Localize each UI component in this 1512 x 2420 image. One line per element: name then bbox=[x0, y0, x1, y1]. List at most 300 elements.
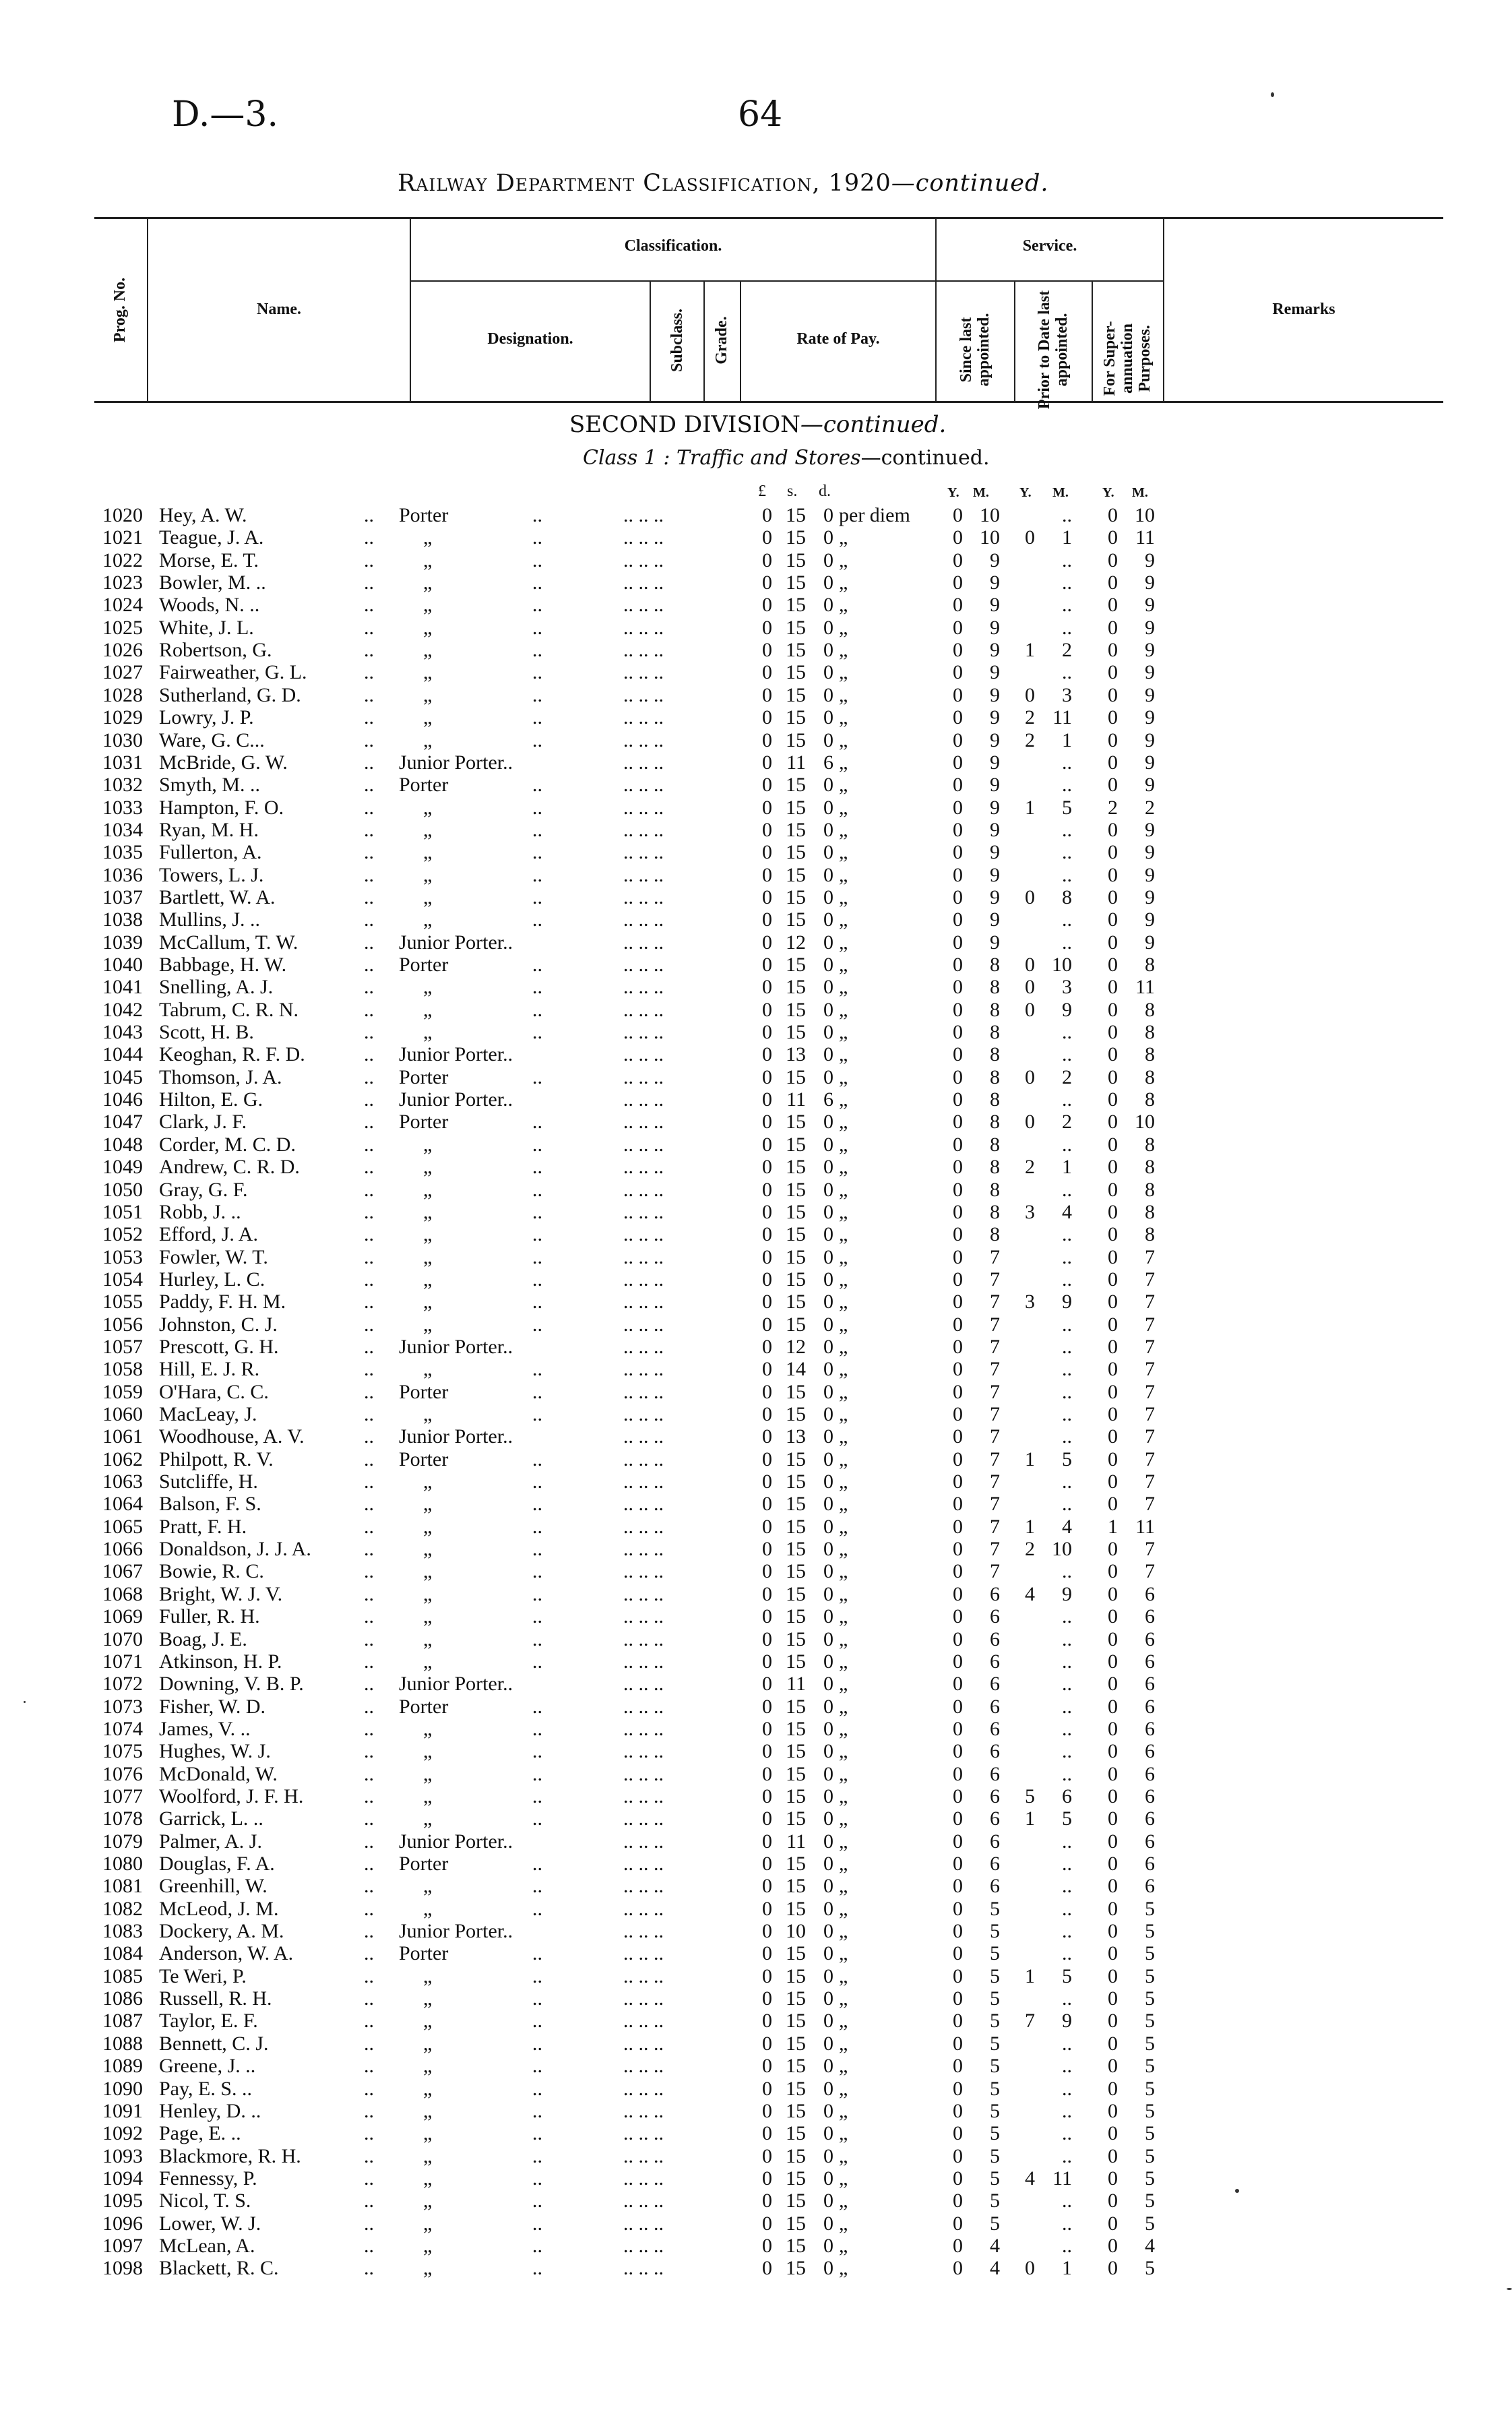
cell-pay-shillings: 15 bbox=[786, 1291, 806, 1313]
cell-pay-pence: 0 bbox=[823, 1313, 833, 1336]
dot-leader: .. bbox=[532, 1111, 542, 1134]
cell-since-years: 0 bbox=[953, 616, 963, 639]
dot-leader: .. bbox=[364, 908, 374, 931]
cell-super-months: 7 bbox=[1145, 1380, 1155, 1403]
cell-since-years: 0 bbox=[953, 1582, 963, 1605]
cell-name: Hilton, E. G. bbox=[159, 1088, 263, 1111]
cell-super-months: 2 bbox=[1145, 796, 1155, 819]
dot-leader: .. .. .. bbox=[623, 1785, 664, 1807]
cell-pay-shillings: 15 bbox=[786, 998, 806, 1021]
cell-pay-shillings: 15 bbox=[786, 1853, 806, 1875]
title-main: Railway Department Classification, 1920 bbox=[398, 170, 891, 197]
cell-super-years: 0 bbox=[1108, 1853, 1118, 1875]
dot-leader: .. .. .. bbox=[623, 1830, 664, 1853]
cell-since-years: 0 bbox=[953, 998, 963, 1021]
cell-pay-pounds: 0 bbox=[762, 751, 772, 774]
cell-prog-no: 1097 bbox=[102, 2234, 143, 2257]
cell-since-months: 9 bbox=[990, 751, 1000, 774]
cell-super-years: 0 bbox=[1108, 751, 1118, 774]
cell-prior-months: .. bbox=[1062, 1942, 1072, 1965]
dot-leader: .. .. .. bbox=[623, 1156, 664, 1179]
cell-super-months: 7 bbox=[1145, 1425, 1155, 1448]
cell-super-years: 0 bbox=[1108, 594, 1118, 617]
col-divider bbox=[703, 280, 705, 402]
dot-leader: .. bbox=[532, 1875, 542, 1898]
dot-leader: .. bbox=[532, 774, 542, 797]
cell-since-months: 8 bbox=[990, 1111, 1000, 1134]
cell-pay-shillings: 15 bbox=[786, 2234, 806, 2257]
cell-pay-period: „ bbox=[839, 2190, 848, 2212]
cell-pay-pence: 0 bbox=[823, 1627, 833, 1650]
cell-prior-months: .. bbox=[1062, 1695, 1072, 1718]
cell-prior-months: .. bbox=[1062, 1717, 1072, 1740]
cell-since-months: 6 bbox=[990, 1582, 1000, 1605]
cell-prog-no: 1089 bbox=[102, 2055, 143, 2078]
cell-pay-shillings: 15 bbox=[786, 526, 806, 549]
dot-leader: .. bbox=[532, 1897, 542, 1920]
cell-pay-shillings: 15 bbox=[786, 2032, 806, 2055]
cell-pay-pounds: 0 bbox=[762, 1200, 772, 1223]
dot-leader: .. .. .. bbox=[623, 1695, 664, 1718]
cell-prior-months: 1 bbox=[1062, 728, 1072, 751]
dot-leader: .. .. .. bbox=[623, 1403, 664, 1425]
cell-designation: „ bbox=[423, 1268, 433, 1291]
cell-prog-no: 1045 bbox=[102, 1065, 143, 1088]
cell-designation: „ bbox=[423, 886, 433, 908]
cell-super-years: 0 bbox=[1108, 1358, 1118, 1381]
table-row bbox=[0, 1650, 1512, 1673]
cell-name: Hurley, L. C. bbox=[159, 1268, 265, 1291]
cell-since-months: 9 bbox=[990, 639, 1000, 662]
cell-pay-pounds: 0 bbox=[762, 504, 772, 526]
table-row bbox=[0, 999, 1512, 1021]
cell-super-months: 5 bbox=[1145, 1964, 1155, 1987]
cell-since-months: 6 bbox=[990, 1650, 1000, 1673]
dot-leader: .. bbox=[532, 594, 542, 617]
cell-since-months: 9 bbox=[990, 841, 1000, 864]
cell-pay-shillings: 15 bbox=[786, 1111, 806, 1134]
table-row bbox=[0, 1223, 1512, 1245]
cell-pay-shillings: 12 bbox=[786, 931, 806, 954]
cell-pay-shillings: 15 bbox=[786, 1156, 806, 1179]
cell-pay-pence: 0 bbox=[823, 774, 833, 797]
dot-leader: .. bbox=[364, 998, 374, 1021]
cell-since-years: 0 bbox=[953, 1897, 963, 1920]
dot-leader: .. bbox=[532, 1470, 542, 1493]
dot-leader: .. bbox=[364, 2032, 374, 2055]
cell-designation: „ bbox=[423, 1964, 433, 1987]
cell-super-months: 7 bbox=[1145, 1470, 1155, 1493]
dot-leader: .. bbox=[532, 998, 542, 1021]
cell-since-months: 7 bbox=[990, 1291, 1000, 1313]
cell-super-months: 9 bbox=[1145, 594, 1155, 617]
cell-prog-no: 1020 bbox=[102, 504, 143, 526]
cell-designation: „ bbox=[423, 1762, 433, 1785]
cell-pay-shillings: 15 bbox=[786, 571, 806, 594]
dot-leader: .. .. .. bbox=[623, 1245, 664, 1268]
cell-since-years: 0 bbox=[953, 1223, 963, 1246]
cell-name: Scott, H. B. bbox=[159, 1021, 254, 1044]
dot-leader: .. .. .. bbox=[623, 1897, 664, 1920]
cell-designation: „ bbox=[423, 1178, 433, 1201]
cell-pay-period: per diem bbox=[839, 504, 910, 526]
cell-since-months: 6 bbox=[990, 1807, 1000, 1830]
table-row bbox=[0, 819, 1512, 841]
cell-since-years: 0 bbox=[953, 1987, 963, 2010]
dot-leader: .. .. .. bbox=[623, 728, 664, 751]
cell-designation: „ bbox=[423, 571, 433, 594]
cell-pay-period: „ bbox=[839, 1853, 848, 1875]
cell-designation: „ bbox=[423, 863, 433, 886]
cell-pay-pence: 0 bbox=[823, 1582, 833, 1605]
cell-prior-months: 2 bbox=[1062, 1111, 1072, 1134]
cell-prog-no: 1044 bbox=[102, 1043, 143, 1066]
dot-leader: .. bbox=[532, 1380, 542, 1403]
dot-leader: .. bbox=[532, 1223, 542, 1246]
cell-designation: „ bbox=[423, 818, 433, 841]
cell-prog-no: 1053 bbox=[102, 1245, 143, 1268]
dot-leader: .. bbox=[532, 1156, 542, 1179]
cell-pay-period: „ bbox=[839, 1515, 848, 1538]
cell-super-months: 7 bbox=[1145, 1268, 1155, 1291]
col-header-classification: Classification. bbox=[624, 237, 722, 255]
table-row bbox=[0, 908, 1512, 931]
cell-since-months: 10 bbox=[980, 504, 1000, 526]
cell-super-years: 0 bbox=[1108, 1111, 1118, 1134]
table-row bbox=[0, 1965, 1512, 1987]
cell-super-years: 0 bbox=[1108, 661, 1118, 684]
cell-pay-pounds: 0 bbox=[762, 908, 772, 931]
cell-pay-period: „ bbox=[839, 796, 848, 819]
cell-since-months: 5 bbox=[990, 2099, 1000, 2122]
cell-prog-no: 1067 bbox=[102, 1560, 143, 1583]
cell-prog-no: 1060 bbox=[102, 1403, 143, 1425]
cell-prior-months: .. bbox=[1062, 1133, 1072, 1156]
cell-prog-no: 1073 bbox=[102, 1695, 143, 1718]
cell-pay-period: „ bbox=[839, 841, 848, 864]
cell-super-months: 8 bbox=[1145, 1200, 1155, 1223]
cell-since-years: 0 bbox=[953, 2010, 963, 2033]
cell-pay-pounds: 0 bbox=[762, 1178, 772, 1201]
cell-designation: „ bbox=[423, 1291, 433, 1313]
cell-since-years: 0 bbox=[953, 908, 963, 931]
dot-leader: .. .. .. bbox=[623, 1560, 664, 1583]
table-row bbox=[0, 1696, 1512, 1718]
header-rule-top bbox=[94, 217, 1443, 219]
cell-super-months: 8 bbox=[1145, 998, 1155, 1021]
cell-since-years: 0 bbox=[953, 954, 963, 976]
dot-leader: .. bbox=[364, 706, 374, 729]
dot-leader: .. bbox=[364, 1875, 374, 1898]
dot-leader: .. .. .. bbox=[623, 1807, 664, 1830]
cell-prior-months: 9 bbox=[1062, 1582, 1072, 1605]
dot-leader: .. .. .. bbox=[623, 751, 664, 774]
cell-super-months: 10 bbox=[1135, 504, 1155, 526]
table-row bbox=[0, 1628, 1512, 1650]
cell-since-years: 0 bbox=[953, 1403, 963, 1425]
table-row bbox=[0, 797, 1512, 819]
dot-leader: .. bbox=[532, 549, 542, 571]
dot-leader: .. .. .. bbox=[623, 1493, 664, 1516]
cell-since-years: 0 bbox=[953, 1088, 963, 1111]
unit-months-prior: M. bbox=[1052, 485, 1069, 500]
cell-pay-shillings: 15 bbox=[786, 796, 806, 819]
cell-name: Woodhouse, A. V. bbox=[159, 1425, 305, 1448]
scan-speck bbox=[1507, 2288, 1512, 2290]
cell-pay-pence: 0 bbox=[823, 886, 833, 908]
cell-name: White, J. L. bbox=[159, 616, 254, 639]
cell-prior-months: .. bbox=[1062, 2234, 1072, 2257]
cell-designation: „ bbox=[423, 908, 433, 931]
cell-super-months: 10 bbox=[1135, 1111, 1155, 1134]
cell-since-years: 0 bbox=[953, 1560, 963, 1583]
cell-pay-pence: 0 bbox=[823, 1673, 833, 1696]
cell-prog-no: 1085 bbox=[102, 1964, 143, 1987]
cell-pay-pounds: 0 bbox=[762, 2099, 772, 2122]
dot-leader: .. .. .. bbox=[623, 1065, 664, 1088]
cell-prog-no: 1075 bbox=[102, 1740, 143, 1763]
scan-speck bbox=[1235, 2189, 1239, 2193]
cell-prog-no: 1094 bbox=[102, 2167, 143, 2190]
cell-since-months: 10 bbox=[980, 526, 1000, 549]
table-row bbox=[0, 2010, 1512, 2032]
cell-pay-shillings: 15 bbox=[786, 1538, 806, 1561]
cell-pay-period: „ bbox=[839, 1268, 848, 1291]
cell-super-months: 9 bbox=[1145, 751, 1155, 774]
cell-pay-pence: 0 bbox=[823, 1425, 833, 1448]
cell-super-months: 7 bbox=[1145, 1358, 1155, 1381]
cell-pay-period: „ bbox=[839, 549, 848, 571]
dot-leader: .. bbox=[532, 661, 542, 684]
cell-prog-no: 1083 bbox=[102, 1920, 143, 1943]
cell-pay-shillings: 15 bbox=[786, 1964, 806, 1987]
cell-since-months: 6 bbox=[990, 1875, 1000, 1898]
cell-pay-period: „ bbox=[839, 1043, 848, 1066]
cell-pay-pence: 6 bbox=[823, 751, 833, 774]
cell-pay-shillings: 15 bbox=[786, 661, 806, 684]
cell-designation: „ bbox=[423, 639, 433, 662]
table-row bbox=[0, 1313, 1512, 1336]
cell-name: Bennett, C. J. bbox=[159, 2032, 269, 2055]
cell-pay-pence: 0 bbox=[823, 1987, 833, 2010]
table-row bbox=[0, 1830, 1512, 1853]
dot-leader: .. .. .. bbox=[623, 2144, 664, 2167]
cell-pay-shillings: 11 bbox=[786, 1673, 806, 1696]
cell-super-years: 0 bbox=[1108, 1021, 1118, 1044]
dot-leader: .. bbox=[364, 886, 374, 908]
cell-prior-years: 1 bbox=[1025, 1964, 1035, 1987]
dot-leader: .. .. .. bbox=[623, 1425, 664, 1448]
dot-leader: .. .. .. bbox=[623, 1133, 664, 1156]
cell-designation: „ bbox=[423, 1627, 433, 1650]
cell-pay-pence: 0 bbox=[823, 706, 833, 729]
cell-super-years: 0 bbox=[1108, 1291, 1118, 1313]
cell-super-months: 8 bbox=[1145, 1021, 1155, 1044]
table-row bbox=[0, 2257, 1512, 2279]
cell-pay-pence: 0 bbox=[823, 2167, 833, 2190]
cell-since-months: 9 bbox=[990, 931, 1000, 954]
cell-super-years: 0 bbox=[1108, 526, 1118, 549]
col-divider bbox=[1092, 280, 1093, 402]
table-row bbox=[0, 1134, 1512, 1156]
cell-super-years: 0 bbox=[1108, 1987, 1118, 2010]
cell-name: McLean, A. bbox=[159, 2234, 255, 2257]
cell-since-years: 0 bbox=[953, 1021, 963, 1044]
table-row bbox=[0, 1807, 1512, 1830]
cell-super-years: 0 bbox=[1108, 1942, 1118, 1965]
cell-pay-pounds: 0 bbox=[762, 1088, 772, 1111]
cell-designation: „ bbox=[423, 1403, 433, 1425]
cell-since-years: 0 bbox=[953, 841, 963, 864]
cell-super-months: 6 bbox=[1145, 1695, 1155, 1718]
dot-leader: .. bbox=[364, 1650, 374, 1673]
dot-leader: .. bbox=[364, 1627, 374, 1650]
cell-pay-period: „ bbox=[839, 1088, 848, 1111]
cell-pay-shillings: 15 bbox=[786, 1380, 806, 1403]
cell-prog-no: 1078 bbox=[102, 1807, 143, 1830]
cell-pay-period: „ bbox=[839, 1403, 848, 1425]
dot-leader: .. bbox=[364, 1673, 374, 1696]
cell-name: Smyth, M. .. bbox=[159, 774, 261, 797]
cell-prog-no: 1049 bbox=[102, 1156, 143, 1179]
cell-since-years: 0 bbox=[953, 1920, 963, 1943]
cell-since-years: 0 bbox=[953, 1133, 963, 1156]
dot-leader: .. bbox=[532, 2099, 542, 2122]
dot-leader: .. bbox=[532, 863, 542, 886]
cell-super-months: 8 bbox=[1145, 1178, 1155, 1201]
cell-pay-pounds: 0 bbox=[762, 1493, 772, 1516]
cell-pay-pence: 0 bbox=[823, 1493, 833, 1516]
dot-leader: .. .. .. bbox=[623, 1673, 664, 1696]
cell-name: Taylor, E. F. bbox=[159, 2010, 258, 2033]
cell-pay-shillings: 15 bbox=[786, 1470, 806, 1493]
cell-super-months: 5 bbox=[1145, 2212, 1155, 2235]
table-row bbox=[0, 729, 1512, 751]
cell-since-years: 0 bbox=[953, 1853, 963, 1875]
cell-super-months: 7 bbox=[1145, 1538, 1155, 1561]
dot-leader: .. bbox=[532, 2010, 542, 2033]
cell-name: Boag, J. E. bbox=[159, 1627, 247, 1650]
cell-super-years: 0 bbox=[1108, 863, 1118, 886]
dot-leader: .. bbox=[364, 2055, 374, 2078]
cell-pay-pence: 0 bbox=[823, 1964, 833, 1987]
dot-leader: .. bbox=[364, 2190, 374, 2212]
cell-pay-period: „ bbox=[839, 639, 848, 662]
cell-prior-years: 2 bbox=[1025, 706, 1035, 729]
cell-name: Efford, J. A. bbox=[159, 1223, 258, 1246]
cell-pay-period: „ bbox=[839, 2212, 848, 2235]
cell-pay-period: „ bbox=[839, 1717, 848, 1740]
cell-pay-pence: 0 bbox=[823, 1133, 833, 1156]
cell-name: Philpott, R. V. bbox=[159, 1448, 274, 1470]
cell-super-months: 8 bbox=[1145, 1088, 1155, 1111]
cell-designation: Junior Porter.. bbox=[399, 931, 513, 954]
cell-pay-pounds: 0 bbox=[762, 594, 772, 617]
cell-pay-period: „ bbox=[839, 2077, 848, 2100]
cell-designation: Porter bbox=[399, 504, 449, 526]
dot-leader: .. .. .. bbox=[623, 796, 664, 819]
cell-prog-no: 1050 bbox=[102, 1178, 143, 1201]
cell-since-months: 6 bbox=[990, 1853, 1000, 1875]
cell-pay-period: „ bbox=[839, 1133, 848, 1156]
cell-prior-months: .. bbox=[1062, 1560, 1072, 1583]
dot-leader: .. bbox=[532, 1245, 542, 1268]
cell-pay-pounds: 0 bbox=[762, 1313, 772, 1336]
cell-pay-pence: 0 bbox=[823, 1538, 833, 1561]
dot-leader: .. bbox=[364, 1223, 374, 1246]
cell-pay-pounds: 0 bbox=[762, 774, 772, 797]
cell-designation: „ bbox=[423, 1605, 433, 1628]
cell-prog-no: 1028 bbox=[102, 683, 143, 706]
cell-since-years: 0 bbox=[953, 796, 963, 819]
cell-name: Balson, F. S. bbox=[159, 1493, 261, 1516]
table-row bbox=[0, 954, 1512, 976]
cell-designation: Porter bbox=[399, 954, 449, 976]
table-row bbox=[0, 1403, 1512, 1425]
cell-since-years: 0 bbox=[953, 1178, 963, 1201]
dot-leader: .. .. .. bbox=[623, 2055, 664, 2078]
dot-leader: .. .. .. bbox=[623, 2212, 664, 2235]
cell-since-years: 0 bbox=[953, 706, 963, 729]
cell-pay-period: „ bbox=[839, 2099, 848, 2122]
table-row bbox=[0, 886, 1512, 908]
cell-pay-period: „ bbox=[839, 706, 848, 729]
cell-pay-pence: 0 bbox=[823, 2099, 833, 2122]
cell-super-months: 5 bbox=[1145, 2032, 1155, 2055]
cell-super-years: 0 bbox=[1108, 1403, 1118, 1425]
cell-super-months: 8 bbox=[1145, 954, 1155, 976]
table-row bbox=[0, 2122, 1512, 2144]
cell-prior-months: .. bbox=[1062, 1493, 1072, 1516]
dot-leader: .. bbox=[532, 1582, 542, 1605]
cell-pay-pounds: 0 bbox=[762, 1380, 772, 1403]
cell-since-years: 0 bbox=[953, 1448, 963, 1470]
dot-leader: .. bbox=[364, 774, 374, 797]
dot-leader: .. bbox=[364, 751, 374, 774]
cell-prog-no: 1074 bbox=[102, 1717, 143, 1740]
cell-pay-period: „ bbox=[839, 1830, 848, 1853]
cell-super-years: 0 bbox=[1108, 1448, 1118, 1470]
cell-super-months: 9 bbox=[1145, 841, 1155, 864]
cell-pay-pence: 0 bbox=[823, 1358, 833, 1381]
dot-leader: .. bbox=[364, 1448, 374, 1470]
cell-since-months: 6 bbox=[990, 1695, 1000, 1718]
class-heading bbox=[583, 446, 990, 470]
cell-pay-shillings: 12 bbox=[786, 1335, 806, 1358]
cell-pay-shillings: 15 bbox=[786, 1493, 806, 1516]
cell-prior-months: 5 bbox=[1062, 1807, 1072, 1830]
cell-super-years: 0 bbox=[1108, 908, 1118, 931]
table-row bbox=[0, 1111, 1512, 1133]
cell-super-months: 9 bbox=[1145, 616, 1155, 639]
dot-leader: .. bbox=[364, 1538, 374, 1561]
cell-prior-months: .. bbox=[1062, 774, 1072, 797]
cell-pay-pence: 0 bbox=[823, 1785, 833, 1807]
cell-designation: „ bbox=[423, 1133, 433, 1156]
cell-pay-pounds: 0 bbox=[762, 2122, 772, 2145]
cell-super-months: 7 bbox=[1145, 1448, 1155, 1470]
cell-super-months: 6 bbox=[1145, 1807, 1155, 1830]
cell-prior-months: .. bbox=[1062, 931, 1072, 954]
cell-since-months: 4 bbox=[990, 2257, 1000, 2280]
cell-pay-shillings: 15 bbox=[786, 616, 806, 639]
table-row bbox=[0, 931, 1512, 954]
dot-leader: .. bbox=[364, 1740, 374, 1763]
cell-prior-months: .. bbox=[1062, 1605, 1072, 1628]
cell-since-years: 0 bbox=[953, 1291, 963, 1313]
dot-leader: .. bbox=[364, 2257, 374, 2280]
cell-pay-period: „ bbox=[839, 1605, 848, 1628]
